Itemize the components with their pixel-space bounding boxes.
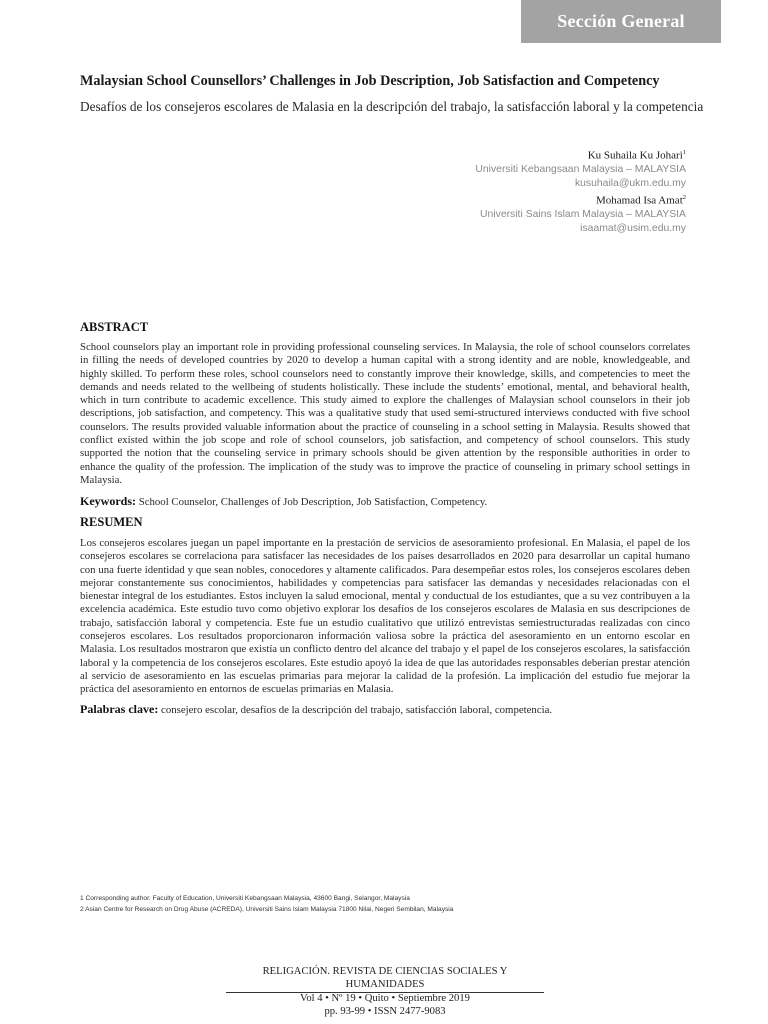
section-banner: Sección General bbox=[521, 0, 721, 43]
keywords-label: Keywords: bbox=[80, 494, 136, 509]
author-footnote-marker: 2 bbox=[682, 194, 686, 202]
author-block bbox=[475, 146, 686, 237]
resumen-text: Los consejeros escolares juegan un papel importante en la prestación de servicios de asesoramiento profesional. En Malasia, el papel de los consejeros escolares se correlaciona para satisfacer las necesidades de los países desarrollados en 2020 para desarrollar un capital humano con una fuerte identidad y que sean nobles, conocedores y altamente calificados. Para desempeñar estos roles, los consejeros escolares deben mejorar constantemente sus conocimientos, habilidades y competencias para satisfacer las demandas y necesidades relacionadas con el bienestar integral de los estudiantes. Estos incluyen la salud emocional, mental y conductual de los estudiantes, que a su vez contribuyen a la excelencia académica. Este estudio tuvo como objetivo explorar los desafíos de los consejeros escolares de Malasia en sus descripciones de trabajo, satisfacción laboral y competencia. Este fue un estudio cualitativo que utilizó entrevistas semiestructuradas realizadas con cinco consejeros escolares. Los resultados proporcionaron información valiosa sobre la práctica del asesoramiento en un entorno escolar en Malasia. Los resultados mostraron que existía un conflicto dentro del alcance del trabajo y el papel de los consejeros escolares, la satisfacción laboral y la competencia de los consejeros escolares. Este estudio apoyó la idea de que las autoridades responsables deberían prestar atención al servicio de asesoramiento en las escuelas primarias para mejorar la calidad de la profesión. La implicación del estudio fue mejorar la práctica del asesoramiento en entornos de escuelas primarias en Malasia. bbox=[80, 537, 690, 696]
journal-issue: Vol 4 • Nº 19 • Quito • Septiembre 2019 bbox=[300, 993, 470, 1005]
palabras-clave-label: Palabras clave: bbox=[80, 701, 159, 716]
resumen-heading: RESUMEN bbox=[80, 515, 143, 529]
author-footnote-marker: 1 bbox=[682, 149, 686, 156]
journal-footer bbox=[226, 966, 544, 1018]
journal-name: RELIGACIÓN. REVISTA DE CIENCIAS SOCIALES Y HUMANIDADES bbox=[262, 966, 508, 990]
palabras-clave-text: consejero escolar, desafíos de la descripción del trabajo, satisfacción laboral, competencia. bbox=[161, 703, 553, 716]
author-email[interactable]: kusuhaila@ukm.edu.my bbox=[574, 178, 686, 190]
footnote-1: 1 Corresponding author. Faculty of Education, Universiti Kebangsaan Malaysia, 43600 Bangi, Selangor, Malaysia bbox=[80, 895, 410, 902]
abstract-section bbox=[80, 320, 690, 509]
resumen-section bbox=[80, 515, 690, 717]
article-title-english: Malaysian School Counsellors’ Challenges in Job Description, Job Satisfaction and Competency bbox=[80, 73, 660, 89]
author-name-text: Mohamad Isa Amat bbox=[595, 194, 683, 207]
journal-pages: pp. 93-99 • ISSN 2477-9083 bbox=[324, 1005, 446, 1017]
footnote-2: 2 Asian Centre for Research on Drug Abuse (ACREDA), Universiti Sains Islam Malaysia 71800 Nilai, Negeri Sembilan, Malaysia bbox=[80, 906, 454, 913]
author-1 bbox=[475, 146, 686, 191]
author-affiliation: Universiti Kebangsaan Malaysia – MALAYSIA bbox=[475, 163, 686, 175]
keywords-text: School Counselor, Challenges of Job Description, Job Satisfaction, Competency. bbox=[138, 496, 488, 509]
author-affiliation: Universiti Sains Islam Malaysia – MALAYSIA bbox=[480, 209, 686, 221]
abstract-heading: ABSTRACT bbox=[80, 320, 149, 334]
author-email[interactable]: isaamat@usim.edu.my bbox=[580, 223, 686, 235]
palabras-clave-line bbox=[80, 702, 690, 717]
article-title-spanish: Desafíos de los consejeros escolares de Malasia en la descripción del trabajo, la satisfacción laboral y la competencia bbox=[80, 99, 704, 114]
abstract-text: School counselors play an important role in providing professional counseling services. In Malaysia, the role of school counselors correlates in filling the needs of developed countries by 2020 to develop a human capital with a strong identity and are noble, knowledgeable, and highly skilled. To perform these roles, school counselors need to constantly improve their knowledge, skills, and competencies to meet the demands and needs related to the wellbeing of students holistically. These include the students’ emotional, mental, and behavioral health, which in turn contribute to academic excellence. This study aimed to explore the challenges of Malaysian school counselors in their job descriptions, job satisfaction, and competency. This was a qualitative study that used semi-structured interviews conducted with five school counselors. The results provided valuable information about the practice of counseling in a school setting in Malaysia. Results showed that conflict existed within the job scope and role of school counselors, job satisfaction, and competency of school counselors. This study supported the notion that the counseling service in primary schools should be given attention by the responsible authorities in order to enhance the quality of the profession. The implication of the study was to improve the practice of counseling in primary school settings in Malaysia. bbox=[80, 341, 690, 486]
footnotes bbox=[80, 893, 700, 915]
keywords-line bbox=[80, 494, 690, 509]
author-name bbox=[475, 191, 686, 208]
author-name bbox=[475, 146, 686, 163]
author-2 bbox=[475, 191, 686, 236]
author-name-text: Ku Suhaila Ku Johari bbox=[587, 149, 683, 162]
